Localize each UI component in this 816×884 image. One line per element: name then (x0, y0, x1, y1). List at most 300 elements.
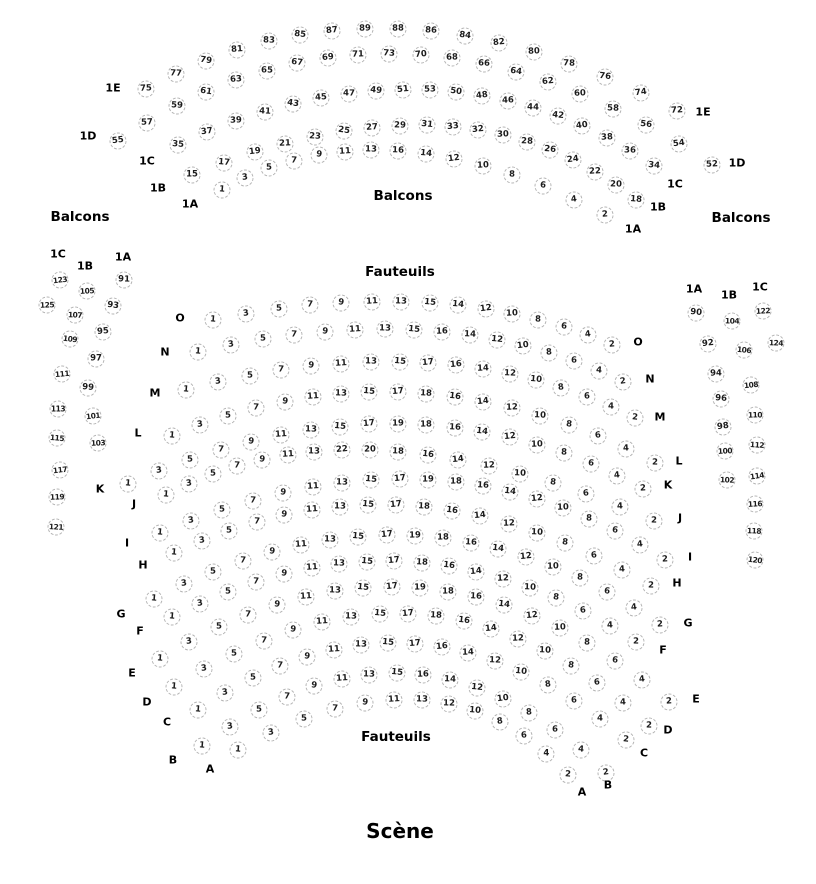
seat[interactable]: 31 (418, 116, 437, 135)
seat[interactable]: 12 (488, 331, 507, 350)
seat[interactable]: 2 (640, 717, 657, 734)
seat[interactable]: 42 (549, 107, 568, 126)
seat[interactable]: 12 (480, 457, 498, 475)
seat[interactable]: 119 (48, 488, 66, 506)
seat[interactable]: 6 (605, 651, 624, 670)
seat[interactable]: 17 (419, 354, 438, 373)
seat[interactable]: 24 (563, 150, 582, 169)
seat[interactable]: 14 (489, 539, 508, 558)
seat[interactable]: 16 (446, 356, 465, 375)
seat[interactable]: 13 (302, 421, 319, 438)
seat[interactable]: 5 (210, 618, 228, 636)
seat[interactable]: 2 (626, 409, 644, 427)
seat[interactable]: 1 (119, 475, 137, 493)
seat[interactable]: 6 (584, 546, 603, 565)
seat[interactable]: 88 (389, 20, 406, 37)
seat[interactable]: 5 (241, 367, 259, 385)
seat[interactable]: 1 (157, 486, 175, 504)
seat[interactable]: 16 (415, 666, 433, 684)
seat[interactable]: 4 (538, 745, 555, 762)
seat[interactable]: 32 (469, 121, 488, 140)
seat[interactable]: 14 (501, 482, 520, 501)
seat[interactable]: 35 (169, 136, 187, 154)
seat[interactable]: 17 (377, 526, 396, 545)
seat[interactable]: 10 (514, 336, 533, 355)
seat[interactable]: 99 (79, 379, 97, 397)
seat[interactable]: 13 (332, 385, 349, 402)
seat[interactable]: 15 (354, 578, 373, 597)
seat[interactable]: 1 (151, 650, 169, 668)
seat[interactable]: 9 (262, 543, 281, 562)
seat[interactable]: 48 (473, 86, 492, 105)
seat[interactable]: 6 (578, 388, 596, 406)
seat[interactable]: 28 (518, 133, 536, 151)
seat[interactable]: 114 (747, 466, 766, 485)
seat[interactable]: 110 (746, 406, 763, 423)
seat[interactable]: 27 (363, 119, 381, 137)
seat[interactable]: 15 (184, 167, 201, 184)
seat[interactable]: 12 (486, 652, 504, 670)
seat[interactable]: 5 (219, 407, 237, 425)
seat[interactable]: 29 (391, 117, 408, 134)
seat[interactable]: 6 (533, 177, 551, 195)
seat[interactable]: 14 (482, 619, 501, 638)
seat[interactable]: 8 (562, 657, 581, 676)
seat[interactable]: 7 (285, 326, 303, 344)
seat[interactable]: 12 (528, 490, 547, 509)
seat[interactable]: 74 (631, 84, 650, 103)
seat[interactable]: 16 (445, 388, 464, 407)
seat[interactable]: 6 (514, 727, 532, 745)
seat[interactable]: 5 (219, 583, 237, 601)
seat[interactable]: 4 (590, 362, 608, 380)
seat[interactable]: 3 (237, 304, 256, 323)
seat[interactable]: 17 (406, 635, 425, 654)
seat[interactable]: 16 (462, 534, 480, 552)
seat[interactable]: 7 (255, 632, 273, 650)
seat[interactable]: 15 (331, 417, 350, 436)
seat[interactable]: 13 (353, 637, 370, 654)
seat[interactable]: 11 (297, 588, 315, 606)
seat[interactable]: 9 (284, 621, 303, 640)
seat[interactable]: 9 (355, 693, 374, 712)
seat[interactable]: 13 (362, 142, 379, 159)
seat[interactable]: 7 (247, 573, 265, 591)
seat[interactable]: 85 (291, 26, 310, 45)
seat[interactable]: 68 (443, 50, 460, 67)
seat[interactable]: 91 (115, 271, 133, 289)
seat[interactable]: 10 (466, 702, 484, 720)
seat[interactable]: 2 (651, 616, 669, 634)
seat[interactable]: 5 (213, 501, 231, 519)
seat[interactable]: 16 (467, 588, 485, 606)
seat[interactable]: 16 (389, 142, 407, 160)
seat[interactable]: 10 (555, 499, 573, 517)
seat[interactable]: 5 (295, 711, 313, 729)
seat[interactable]: 41 (256, 103, 274, 121)
seat[interactable]: 15 (370, 605, 389, 624)
seat[interactable]: 12 (523, 606, 542, 625)
seat[interactable]: 100 (716, 442, 734, 460)
seat[interactable]: 11 (332, 354, 350, 372)
seat[interactable]: 9 (309, 145, 328, 164)
seat[interactable]: 4 (632, 671, 651, 690)
seat[interactable]: 67 (288, 54, 307, 73)
seat[interactable]: 17 (215, 154, 233, 172)
seat[interactable]: 10 (528, 524, 546, 542)
seat[interactable]: 14 (416, 144, 435, 163)
seat[interactable]: 109 (61, 330, 80, 349)
seat[interactable]: 16 (474, 477, 492, 495)
seat[interactable]: 12 (509, 630, 527, 648)
seat[interactable]: 80 (525, 43, 543, 61)
seat[interactable]: 17 (385, 552, 404, 571)
seat[interactable]: 9 (253, 450, 272, 469)
seat[interactable]: 1 (204, 311, 222, 329)
seat[interactable]: 83 (260, 33, 277, 50)
seat[interactable]: 26 (541, 141, 560, 160)
seat[interactable]: 115 (48, 429, 66, 447)
seat[interactable]: 15 (349, 528, 368, 547)
seat[interactable]: 12 (517, 547, 536, 566)
seat[interactable]: 9 (274, 565, 293, 584)
seat[interactable]: 12 (501, 428, 520, 447)
seat[interactable]: 21 (277, 135, 295, 153)
seat[interactable]: 5 (244, 670, 262, 688)
seat[interactable]: 3 (179, 474, 198, 493)
seat[interactable]: 6 (606, 521, 625, 540)
seat[interactable]: 12 (444, 149, 463, 168)
seat[interactable]: 13 (362, 353, 379, 370)
seat[interactable]: 10 (493, 689, 512, 708)
seat[interactable]: 1 (163, 608, 181, 626)
seat[interactable]: 11 (335, 143, 353, 161)
seat[interactable]: 72 (668, 102, 686, 120)
seat[interactable]: 47 (340, 85, 357, 102)
seat[interactable]: 6 (588, 427, 607, 446)
seat[interactable]: 4 (601, 617, 619, 635)
seat[interactable]: 37 (198, 123, 217, 142)
seat[interactable]: 40 (573, 117, 592, 136)
seat[interactable]: 6 (581, 454, 600, 473)
seat[interactable]: 8 (578, 635, 596, 653)
seat[interactable]: 18 (413, 554, 431, 572)
seat[interactable]: 15 (359, 496, 378, 515)
seat[interactable]: 3 (262, 724, 281, 743)
seat[interactable]: 75 (137, 80, 155, 98)
seat[interactable]: 11 (303, 559, 321, 577)
seat[interactable]: 18 (417, 385, 435, 403)
seat[interactable]: 76 (595, 68, 614, 87)
seat[interactable]: 22 (333, 441, 351, 459)
seat[interactable]: 92 (699, 335, 718, 354)
seat[interactable]: 7 (247, 399, 265, 417)
seat[interactable]: 12 (503, 399, 521, 417)
seat[interactable]: 6 (574, 602, 593, 621)
seat[interactable]: 120 (746, 551, 765, 570)
seat[interactable]: 3 (195, 660, 214, 679)
seat[interactable]: 8 (571, 570, 589, 588)
seat[interactable]: 7 (228, 458, 246, 476)
seat[interactable]: 57 (138, 114, 156, 132)
seat[interactable]: 106 (735, 341, 754, 360)
seat[interactable]: 122 (754, 302, 772, 320)
seat[interactable]: 8 (581, 510, 599, 528)
seat[interactable]: 90 (687, 304, 706, 323)
seat[interactable]: 61 (197, 83, 216, 102)
seat[interactable]: 7 (234, 552, 252, 570)
seat[interactable]: 7 (326, 700, 344, 718)
seat[interactable]: 39 (228, 113, 246, 131)
seat[interactable]: 9 (267, 595, 286, 614)
seat[interactable]: 17 (399, 605, 418, 624)
seat[interactable]: 25 (335, 122, 354, 141)
seat[interactable]: 12 (467, 679, 486, 698)
seat[interactable]: 4 (624, 598, 643, 617)
seat[interactable]: 3 (191, 594, 210, 613)
seat[interactable]: 2 (596, 206, 614, 224)
seat[interactable]: 13 (376, 321, 393, 338)
seat[interactable]: 79 (197, 51, 216, 70)
seat[interactable]: 7 (272, 361, 290, 379)
seat[interactable]: 64 (506, 62, 525, 81)
seat[interactable]: 2 (656, 551, 674, 569)
seat[interactable]: 13 (392, 293, 409, 310)
seat[interactable]: 3 (182, 511, 201, 530)
seat[interactable]: 118 (745, 522, 763, 540)
seat[interactable]: 12 (476, 299, 495, 318)
seat[interactable]: 18 (390, 443, 408, 461)
seat[interactable]: 87 (323, 21, 342, 40)
seat[interactable]: 113 (50, 401, 67, 418)
seat[interactable]: 33 (444, 118, 463, 137)
seat[interactable]: 6 (588, 674, 607, 693)
seat[interactable]: 96 (712, 390, 730, 408)
seat[interactable]: 3 (221, 336, 240, 355)
seat[interactable]: 9 (273, 483, 292, 502)
seat[interactable]: 15 (404, 321, 423, 340)
seat[interactable]: 52 (703, 156, 721, 174)
seat[interactable]: 1 (189, 701, 207, 719)
seat[interactable]: 8 (552, 378, 571, 397)
seat[interactable]: 13 (321, 531, 338, 548)
seat[interactable]: 1 (145, 590, 163, 608)
seat[interactable]: 111 (53, 365, 71, 383)
seat[interactable]: 14 (449, 450, 468, 469)
seat[interactable]: 20 (607, 176, 624, 193)
seat[interactable]: 86 (422, 23, 440, 41)
seat[interactable]: 22 (586, 163, 604, 181)
seat[interactable]: 10 (512, 662, 531, 681)
seat[interactable]: 3 (180, 632, 199, 651)
seat[interactable]: 16 (454, 612, 473, 631)
seat[interactable]: 30 (494, 126, 512, 144)
seat[interactable]: 11 (325, 641, 343, 659)
seat[interactable]: 10 (544, 558, 562, 576)
seat[interactable]: 10 (512, 465, 530, 483)
seat[interactable]: 13 (333, 474, 350, 491)
seat[interactable]: 4 (608, 466, 627, 485)
seat[interactable]: 6 (546, 721, 563, 738)
seat[interactable]: 13 (331, 556, 348, 573)
seat[interactable]: 4 (564, 190, 583, 209)
seat[interactable]: 11 (362, 293, 380, 311)
seat[interactable]: 9 (275, 392, 294, 411)
seat[interactable]: 8 (520, 704, 538, 722)
seat[interactable]: 58 (604, 100, 622, 118)
seat[interactable]: 5 (250, 701, 268, 719)
seat[interactable]: 14 (441, 671, 459, 689)
seat[interactable]: 14 (474, 360, 492, 378)
seat[interactable]: 10 (503, 305, 521, 323)
seat[interactable]: 84 (456, 27, 475, 46)
seat[interactable]: 3 (174, 575, 193, 594)
seat[interactable]: 15 (362, 471, 381, 490)
seat[interactable]: 54 (669, 135, 688, 154)
seat[interactable]: 46 (499, 92, 517, 110)
seat[interactable]: 5 (220, 522, 238, 540)
seat[interactable]: 78 (560, 55, 578, 73)
seat[interactable]: 63 (227, 71, 245, 89)
seat[interactable]: 49 (367, 82, 386, 101)
seat[interactable]: 104 (723, 312, 740, 329)
seat[interactable]: 7 (301, 297, 319, 315)
seat[interactable]: 18 (434, 530, 451, 547)
seat[interactable]: 12 (494, 570, 512, 588)
seat[interactable]: 38 (598, 129, 616, 147)
seat[interactable]: 3 (236, 169, 255, 188)
seat[interactable]: 18 (427, 608, 445, 626)
seat[interactable]: 11 (385, 691, 403, 709)
seat[interactable]: 5 (204, 466, 222, 484)
seat[interactable]: 19 (406, 527, 423, 544)
seat[interactable]: 18 (627, 191, 645, 209)
seat[interactable]: 16 (418, 446, 437, 465)
seat[interactable]: 14 (449, 296, 468, 315)
seat[interactable]: 121 (47, 518, 65, 536)
seat[interactable]: 12 (500, 515, 518, 533)
seat[interactable]: 14 (460, 644, 478, 662)
seat[interactable]: 13 (326, 582, 343, 599)
seat[interactable]: 112 (748, 436, 766, 454)
seat[interactable]: 17 (387, 496, 406, 515)
seat[interactable]: 4 (571, 741, 589, 759)
seat[interactable]: 13 (361, 666, 378, 683)
seat[interactable]: 10 (527, 371, 546, 390)
seat[interactable]: 16 (432, 638, 451, 657)
seat[interactable]: 1 (151, 524, 169, 542)
seat[interactable]: 11 (272, 426, 290, 444)
seat[interactable]: 4 (579, 326, 598, 345)
seat[interactable]: 1 (193, 737, 211, 755)
seat[interactable]: 4 (614, 695, 632, 713)
seat[interactable]: 2 (645, 512, 662, 529)
seat[interactable]: 98 (713, 417, 732, 436)
seat[interactable]: 81 (228, 41, 246, 59)
seat[interactable]: 108 (742, 376, 761, 395)
seat[interactable]: 8 (547, 589, 566, 608)
seat[interactable]: 51 (394, 80, 413, 99)
seat[interactable]: 7 (244, 492, 262, 510)
seat[interactable]: 1 (177, 381, 195, 399)
seat[interactable]: 9 (315, 322, 334, 341)
seat[interactable]: 97 (88, 351, 105, 368)
seat[interactable]: 15 (421, 294, 440, 313)
seat[interactable]: 5 (225, 645, 243, 663)
seat[interactable]: 36 (622, 142, 639, 159)
seat[interactable]: 9 (302, 357, 321, 376)
seat[interactable]: 10 (551, 620, 569, 638)
seat[interactable]: 8 (540, 344, 558, 362)
seat[interactable]: 3 (209, 373, 228, 392)
seat[interactable]: 1 (229, 741, 247, 759)
seat[interactable]: 14 (474, 393, 493, 412)
seat[interactable]: 2 (613, 372, 632, 391)
seat[interactable]: 9 (241, 432, 260, 451)
seat[interactable]: 11 (304, 388, 322, 406)
seat[interactable]: 18 (418, 416, 435, 433)
seat[interactable]: 50 (447, 82, 466, 101)
seat[interactable]: 1 (163, 427, 181, 445)
seat[interactable]: 45 (312, 89, 330, 107)
seat[interactable]: 15 (387, 664, 406, 683)
seat[interactable]: 5 (254, 331, 272, 349)
seat[interactable]: 4 (617, 440, 635, 458)
seat[interactable]: 7 (212, 441, 230, 459)
seat[interactable]: 14 (495, 596, 514, 615)
seat[interactable]: 43 (284, 95, 303, 114)
seat[interactable]: 2 (634, 480, 652, 498)
seat[interactable]: 125 (38, 296, 56, 314)
seat[interactable]: 4 (631, 535, 650, 554)
seat[interactable]: 4 (591, 710, 608, 727)
seat[interactable]: 8 (560, 416, 579, 435)
seat[interactable]: 11 (313, 613, 331, 631)
seat[interactable]: 10 (474, 157, 492, 175)
seat[interactable]: 19 (246, 143, 265, 162)
seat[interactable]: 19 (411, 579, 428, 596)
seat[interactable]: 11 (303, 501, 321, 519)
seat[interactable]: 18 (415, 498, 433, 516)
seat[interactable]: 56 (636, 116, 655, 135)
seat[interactable]: 55 (109, 132, 128, 151)
seat[interactable]: 53 (421, 81, 438, 98)
seat[interactable]: 8 (543, 474, 562, 493)
seat[interactable]: 14 (461, 327, 479, 345)
seat[interactable]: 7 (248, 513, 266, 531)
seat[interactable]: 2 (627, 633, 644, 650)
seat[interactable]: 11 (304, 478, 322, 496)
seat[interactable]: 7 (278, 688, 296, 706)
seat[interactable]: 60 (572, 85, 590, 103)
seat[interactable]: 107 (66, 306, 84, 324)
seat[interactable]: 15 (390, 353, 409, 372)
seat[interactable]: 13 (306, 443, 323, 460)
seat[interactable]: 3 (192, 531, 211, 550)
seat[interactable]: 1 (213, 181, 231, 199)
seat[interactable]: 70 (411, 46, 429, 64)
seat[interactable]: 3 (216, 683, 235, 702)
seat[interactable]: 15 (360, 383, 379, 402)
seat[interactable]: 23 (306, 128, 324, 146)
seat[interactable]: 2 (617, 731, 635, 749)
seat[interactable]: 10 (528, 436, 546, 454)
seat[interactable]: 4 (613, 561, 631, 579)
seat[interactable]: 4 (611, 498, 629, 516)
seat[interactable]: 17 (382, 577, 401, 596)
seat[interactable]: 13 (331, 498, 348, 515)
seat[interactable]: 14 (473, 422, 492, 441)
